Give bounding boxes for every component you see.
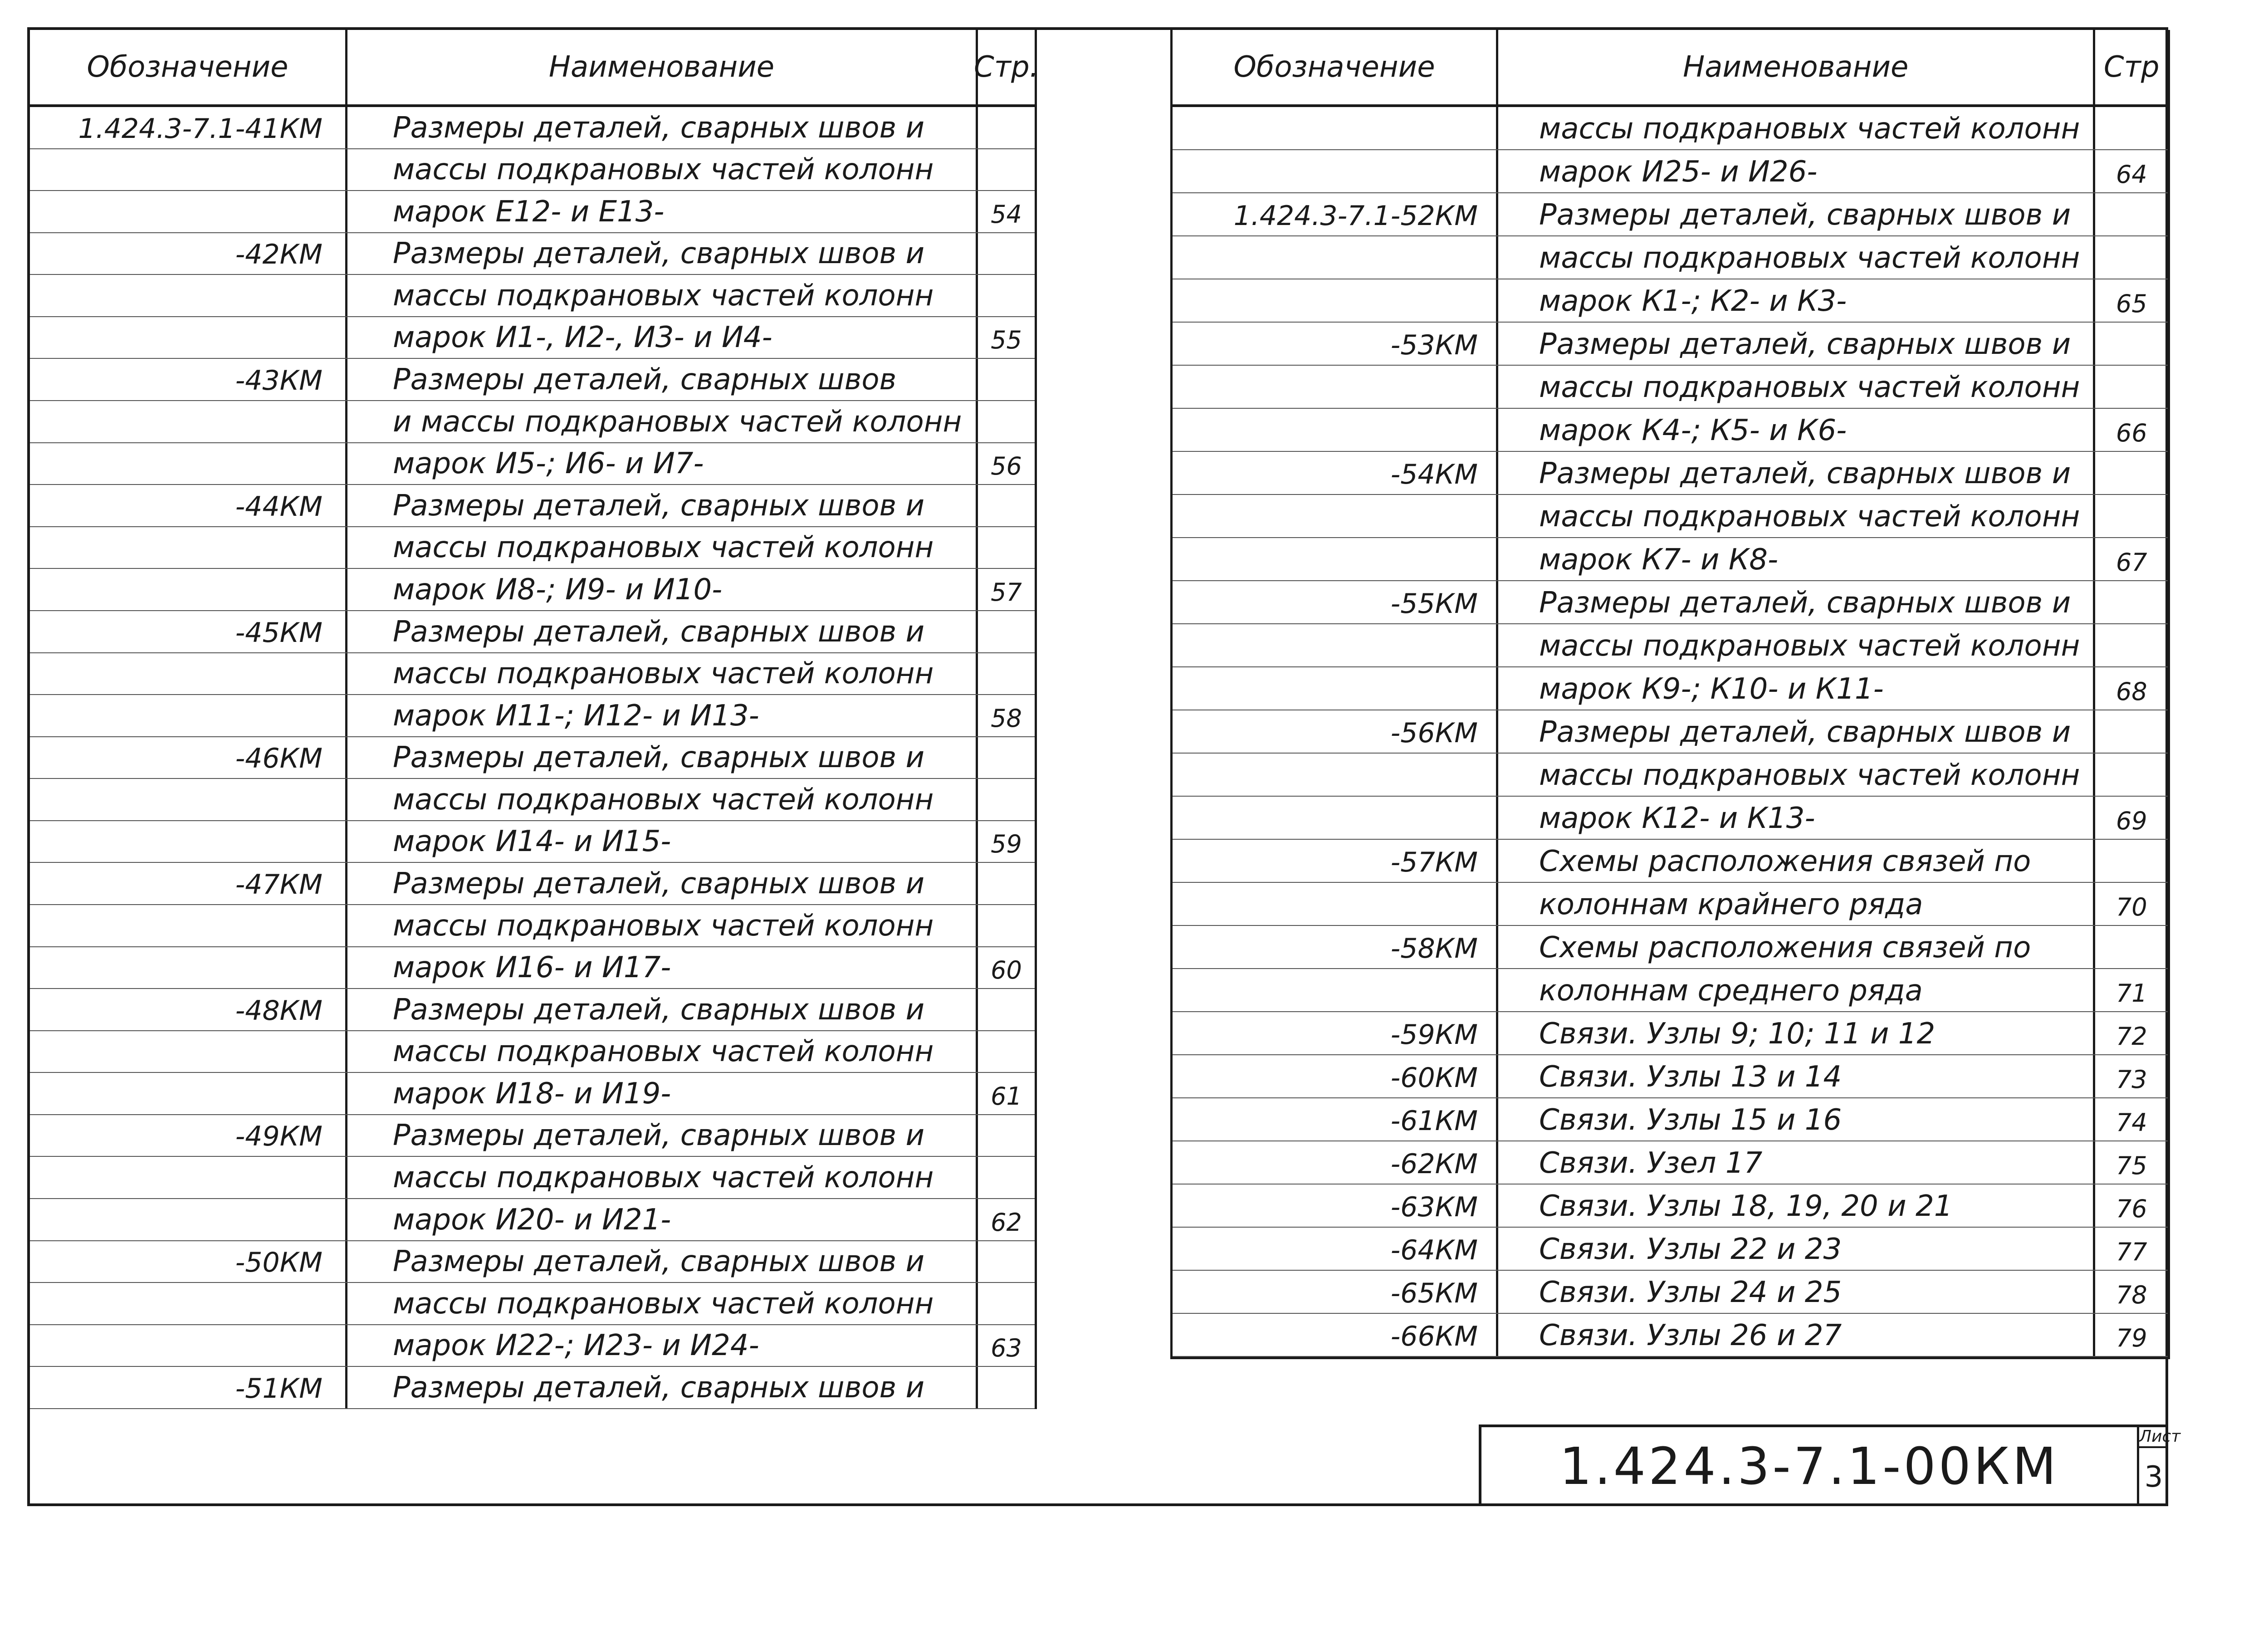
table-row <box>30 191 1035 233</box>
row-name: Схемы расположения связей по <box>1498 840 2095 882</box>
row-page <box>2095 926 2168 968</box>
table-row <box>1173 1098 2168 1141</box>
table-row <box>30 863 1035 905</box>
row-designation <box>30 149 347 191</box>
row-designation <box>1173 538 1498 580</box>
table-row <box>1173 754 2168 797</box>
table-row <box>1173 1314 2168 1357</box>
row-name: Размеры деталей, сварных швов и <box>1498 710 2095 753</box>
contents-table-left <box>30 30 1037 1409</box>
row-page <box>978 1157 1035 1198</box>
row-name: массы подкрановых частей колонн <box>1498 107 2095 149</box>
row-page: 60 <box>991 956 1022 985</box>
table-row <box>1173 667 2168 710</box>
row-page: 54 <box>991 200 1022 229</box>
table-row <box>30 821 1035 863</box>
row-designation: -42КМ <box>30 233 347 274</box>
table-row <box>1173 495 2168 538</box>
row-name: марок И18- и И19- <box>347 1073 978 1114</box>
row-name: марок И8-; И9- и И10- <box>347 569 978 610</box>
header-name: Наименование <box>347 30 978 104</box>
row-page <box>978 737 1035 778</box>
table-row <box>30 443 1035 485</box>
table-row <box>30 989 1035 1031</box>
row-page <box>978 485 1035 526</box>
row-name: марок И14- и И15- <box>347 821 978 862</box>
row-designation: -44КМ <box>30 485 347 526</box>
row-page <box>978 611 1035 652</box>
table-row <box>1173 1271 2168 1314</box>
row-name: марок И16- и И17- <box>347 947 978 989</box>
row-name: Связи. Узлы 9; 10; 11 и 12 <box>1498 1012 2095 1054</box>
header-designation: Обозначение <box>30 30 347 104</box>
row-name: Размеры деталей, сварных швов и <box>347 485 978 526</box>
row-name: марок И22-; И23- и И24- <box>347 1325 978 1366</box>
row-page: 72 <box>2116 1022 2147 1051</box>
row-designation <box>1173 107 1498 149</box>
row-page: 78 <box>2116 1281 2147 1309</box>
row-name: марок К1-; К2- и К3- <box>1498 279 2095 322</box>
table-row <box>1173 840 2168 883</box>
header-designation: Обозначение <box>1173 30 1498 104</box>
row-designation <box>30 1199 347 1240</box>
row-name: Размеры деталей, сварных швов и <box>1498 193 2095 235</box>
table-row <box>30 653 1035 695</box>
row-name: массы подкрановых частей колонн <box>347 1283 978 1324</box>
row-page: 57 <box>991 578 1022 607</box>
table-row <box>30 947 1035 989</box>
row-designation <box>30 779 347 820</box>
table-row <box>30 1241 1035 1283</box>
table-row <box>30 1157 1035 1199</box>
row-name: Размеры деталей, сварных швов и <box>1498 452 2095 494</box>
row-name: Размеры деталей, сварных швов <box>347 359 978 400</box>
row-page: 58 <box>991 704 1022 733</box>
row-page <box>2095 323 2168 365</box>
table-row <box>30 317 1035 359</box>
row-designation: 1.424.3-7.1-52КМ <box>1173 193 1498 235</box>
row-designation: -60КМ <box>1173 1055 1498 1097</box>
row-page <box>2095 840 2168 882</box>
row-page: 79 <box>2116 1324 2147 1352</box>
row-name: Размеры деталей, сварных швов и <box>347 611 978 652</box>
row-name: марок К9-; К10- и К11- <box>1498 667 2095 710</box>
row-name: марок И25- и И26- <box>1498 150 2095 192</box>
row-designation: -45КМ <box>30 611 347 652</box>
row-designation: -59КМ <box>1173 1012 1498 1054</box>
row-designation <box>1173 495 1498 537</box>
row-designation: -57КМ <box>1173 840 1498 882</box>
row-page <box>2095 710 2168 753</box>
row-name: массы подкрановых частей колонн <box>347 275 978 316</box>
row-page: 63 <box>991 1334 1022 1363</box>
row-page: 75 <box>2116 1151 2147 1180</box>
table-row <box>30 779 1035 821</box>
row-designation: -56КМ <box>1173 710 1498 753</box>
table-row <box>1173 107 2168 150</box>
row-page <box>2095 193 2168 235</box>
row-designation <box>30 1073 347 1114</box>
row-designation <box>30 443 347 485</box>
row-page <box>978 401 1035 442</box>
row-name: колоннам среднего ряда <box>1498 969 2095 1011</box>
sheet-label: Лист <box>2139 1427 2168 1448</box>
row-page <box>978 863 1035 904</box>
row-name: массы подкрановых частей колонн <box>347 653 978 695</box>
table-row <box>1173 624 2168 667</box>
row-page <box>978 527 1035 568</box>
row-page <box>978 905 1035 946</box>
table-row <box>30 569 1035 611</box>
contents-table-right <box>1170 30 2170 1359</box>
row-page: 76 <box>2116 1194 2147 1223</box>
row-page: 65 <box>2116 289 2147 318</box>
row-name: массы подкрановых частей колонн <box>1498 754 2095 796</box>
row-name: Размеры деталей, сварных швов и <box>347 863 978 904</box>
table-row <box>1173 797 2168 840</box>
table-row <box>30 1073 1035 1115</box>
table-row <box>1173 969 2168 1012</box>
row-page <box>2095 754 2168 796</box>
row-designation <box>30 401 347 442</box>
sheet-number: 3 <box>2144 1460 2163 1494</box>
row-page <box>978 1367 1035 1408</box>
row-page: 70 <box>2116 893 2147 921</box>
row-designation: 1.424.3-7.1-41КМ <box>30 107 347 148</box>
row-page: 66 <box>2116 419 2147 447</box>
row-name: марок К7- и К8- <box>1498 538 2095 580</box>
row-designation <box>1173 969 1498 1011</box>
table-header <box>30 30 1039 107</box>
table-row <box>1173 409 2168 452</box>
row-page <box>2095 236 2168 279</box>
row-name: колоннам крайнего ряда <box>1498 883 2095 925</box>
table-row <box>1173 926 2168 969</box>
table-row <box>1173 323 2168 366</box>
row-name: и массы подкрановых частей колонн <box>347 401 978 442</box>
row-designation <box>1173 797 1498 839</box>
table-row <box>1173 1012 2168 1055</box>
row-name: Связи. Узел 17 <box>1498 1141 2095 1184</box>
row-designation <box>30 1283 347 1324</box>
table-row <box>30 1283 1035 1325</box>
table-row <box>30 107 1035 149</box>
row-name: марок Е12- и Е13- <box>347 191 978 232</box>
row-designation <box>30 947 347 989</box>
table-row <box>30 485 1035 527</box>
table-row <box>1173 1185 2168 1228</box>
table-row <box>30 1325 1035 1367</box>
row-name: Размеры деталей, сварных швов и <box>347 737 978 778</box>
header-page: Стр. <box>974 50 1039 84</box>
row-designation: -48КМ <box>30 989 347 1030</box>
row-designation <box>1173 150 1498 192</box>
row-name: Связи. Узлы 24 и 25 <box>1498 1271 2095 1313</box>
row-page <box>978 275 1035 316</box>
row-page: 68 <box>2116 677 2147 706</box>
row-designation <box>30 191 347 232</box>
table-row <box>1173 366 2168 409</box>
row-name: массы подкрановых частей колонн <box>347 527 978 568</box>
table-row <box>30 1367 1035 1409</box>
row-page: 74 <box>2116 1108 2147 1137</box>
row-page <box>978 1031 1035 1072</box>
row-name: массы подкрановых частей колонн <box>347 905 978 946</box>
row-page <box>2095 452 2168 494</box>
row-name: Размеры деталей, сварных швов и <box>347 233 978 274</box>
row-name: Схемы расположения связей по <box>1498 926 2095 968</box>
row-designation: -65КМ <box>1173 1271 1498 1313</box>
table-row <box>30 401 1035 443</box>
table-row <box>1173 150 2168 193</box>
row-name: массы подкрановых частей колонн <box>1498 366 2095 408</box>
row-name: марок К12- и К13- <box>1498 797 2095 839</box>
row-page <box>978 989 1035 1030</box>
row-name: Размеры деталей, сварных швов и <box>347 1241 978 1282</box>
row-name: марок К4-; К5- и К6- <box>1498 409 2095 451</box>
row-name: Размеры деталей, сварных швов и <box>1498 323 2095 365</box>
row-page <box>978 1115 1035 1156</box>
row-name: Связи. Узлы 22 и 23 <box>1498 1228 2095 1270</box>
row-designation <box>1173 236 1498 279</box>
row-designation <box>30 275 347 316</box>
row-name: массы подкрановых частей колонн <box>1498 236 2095 279</box>
row-designation <box>30 1157 347 1198</box>
row-name: Размеры деталей, сварных швов и <box>1498 581 2095 623</box>
table-row <box>1173 1141 2168 1185</box>
row-designation <box>30 1325 347 1366</box>
table-row <box>1173 581 2168 624</box>
row-designation: -53КМ <box>1173 323 1498 365</box>
table-row <box>30 527 1035 569</box>
row-name: массы подкрановых частей колонн <box>347 1157 978 1198</box>
table-row <box>30 1031 1035 1073</box>
table-row <box>1173 1055 2168 1098</box>
table-row <box>30 359 1035 401</box>
row-page <box>978 107 1035 148</box>
row-page <box>2095 581 2168 623</box>
header-page: Стр <box>2103 50 2160 84</box>
row-designation <box>1173 624 1498 666</box>
row-name: марок И5-; И6- и И7- <box>347 443 978 485</box>
row-page: 62 <box>991 1208 1022 1237</box>
table-row <box>30 695 1035 737</box>
row-designation <box>30 569 347 610</box>
row-name: марок И20- и И21- <box>347 1199 978 1240</box>
row-page: 61 <box>991 1082 1022 1111</box>
row-designation: -64КМ <box>1173 1228 1498 1270</box>
table-row <box>1173 452 2168 495</box>
row-name: марок И11-; И12- и И13- <box>347 695 978 736</box>
row-page <box>978 653 1035 695</box>
row-designation <box>30 1031 347 1072</box>
row-page <box>2095 107 2168 149</box>
row-name: Размеры деталей, сварных швов и <box>347 1367 978 1408</box>
row-name: марок И1-, И2-, И3- и И4- <box>347 317 978 358</box>
row-designation: -43КМ <box>30 359 347 400</box>
table-header <box>1173 30 2168 107</box>
row-name: Связи. Узлы 18, 19, 20 и 21 <box>1498 1185 2095 1227</box>
row-page: 56 <box>991 452 1022 481</box>
table-row <box>1173 236 2168 279</box>
table-row <box>30 905 1035 947</box>
document-code: 1.424.3-7.1-00КМ <box>1481 1427 2139 1506</box>
row-page: 55 <box>991 326 1022 355</box>
row-name: Связи. Узлы 15 и 16 <box>1498 1098 2095 1141</box>
row-designation <box>30 821 347 862</box>
row-page <box>2095 366 2168 408</box>
row-designation <box>30 527 347 568</box>
row-designation <box>30 653 347 695</box>
row-name: массы подкрановых частей колонн <box>1498 624 2095 666</box>
row-designation <box>30 317 347 358</box>
row-page: 67 <box>2116 548 2147 577</box>
row-page: 69 <box>2116 807 2147 835</box>
row-page: 64 <box>2116 160 2147 189</box>
row-designation <box>1173 409 1498 451</box>
row-name: Размеры деталей, сварных швов и <box>347 107 978 148</box>
row-name: Связи. Узлы 13 и 14 <box>1498 1055 2095 1097</box>
row-designation: -63КМ <box>1173 1185 1498 1227</box>
table-row <box>1173 1228 2168 1271</box>
table-row <box>30 1199 1035 1241</box>
row-designation: -51КМ <box>30 1367 347 1408</box>
row-designation <box>1173 366 1498 408</box>
row-designation: -49КМ <box>30 1115 347 1156</box>
row-name: Связи. Узлы 26 и 27 <box>1498 1314 2095 1356</box>
row-name: массы подкрановых частей колонн <box>347 1031 978 1072</box>
row-page: 71 <box>2116 979 2147 1008</box>
row-designation: -55КМ <box>1173 581 1498 623</box>
row-designation <box>1173 667 1498 710</box>
table-row <box>1173 883 2168 926</box>
row-designation: -61КМ <box>1173 1098 1498 1141</box>
row-designation: -50КМ <box>30 1241 347 1282</box>
row-name: массы подкрановых частей колонн <box>347 779 978 820</box>
table-row <box>30 737 1035 779</box>
row-designation: -46КМ <box>30 737 347 778</box>
row-designation: -54КМ <box>1173 452 1498 494</box>
row-designation <box>1173 883 1498 925</box>
row-designation <box>30 695 347 736</box>
row-designation: -58КМ <box>1173 926 1498 968</box>
row-designation <box>30 905 347 946</box>
row-name: Размеры деталей, сварных швов и <box>347 989 978 1030</box>
row-designation: -66КМ <box>1173 1314 1498 1356</box>
row-page: 77 <box>2116 1238 2147 1266</box>
row-page <box>978 1283 1035 1324</box>
header-name: Наименование <box>1498 30 2095 104</box>
row-page: 59 <box>991 830 1022 859</box>
row-name: массы подкрановых частей колонн <box>1498 495 2095 537</box>
row-designation: -47КМ <box>30 863 347 904</box>
table-row <box>30 233 1035 275</box>
table-row <box>1173 538 2168 581</box>
row-designation: -62КМ <box>1173 1141 1498 1184</box>
table-row <box>30 275 1035 317</box>
table-row <box>30 611 1035 653</box>
row-designation <box>1173 754 1498 796</box>
table-row <box>30 1115 1035 1157</box>
table-row <box>30 149 1035 191</box>
row-page <box>978 779 1035 820</box>
row-designation <box>1173 279 1498 322</box>
table-row <box>1173 193 2168 236</box>
table-row <box>1173 710 2168 754</box>
row-page <box>978 149 1035 191</box>
row-page: 73 <box>2116 1065 2147 1094</box>
table-row <box>1173 279 2168 323</box>
row-name: Размеры деталей, сварных швов и <box>347 1115 978 1156</box>
row-name: массы подкрановых частей колонн <box>347 149 978 191</box>
row-page <box>2095 624 2168 666</box>
row-page <box>2095 495 2168 537</box>
row-page <box>978 233 1035 274</box>
row-page <box>978 1241 1035 1282</box>
row-page <box>978 359 1035 400</box>
title-block <box>1479 1424 2181 1506</box>
